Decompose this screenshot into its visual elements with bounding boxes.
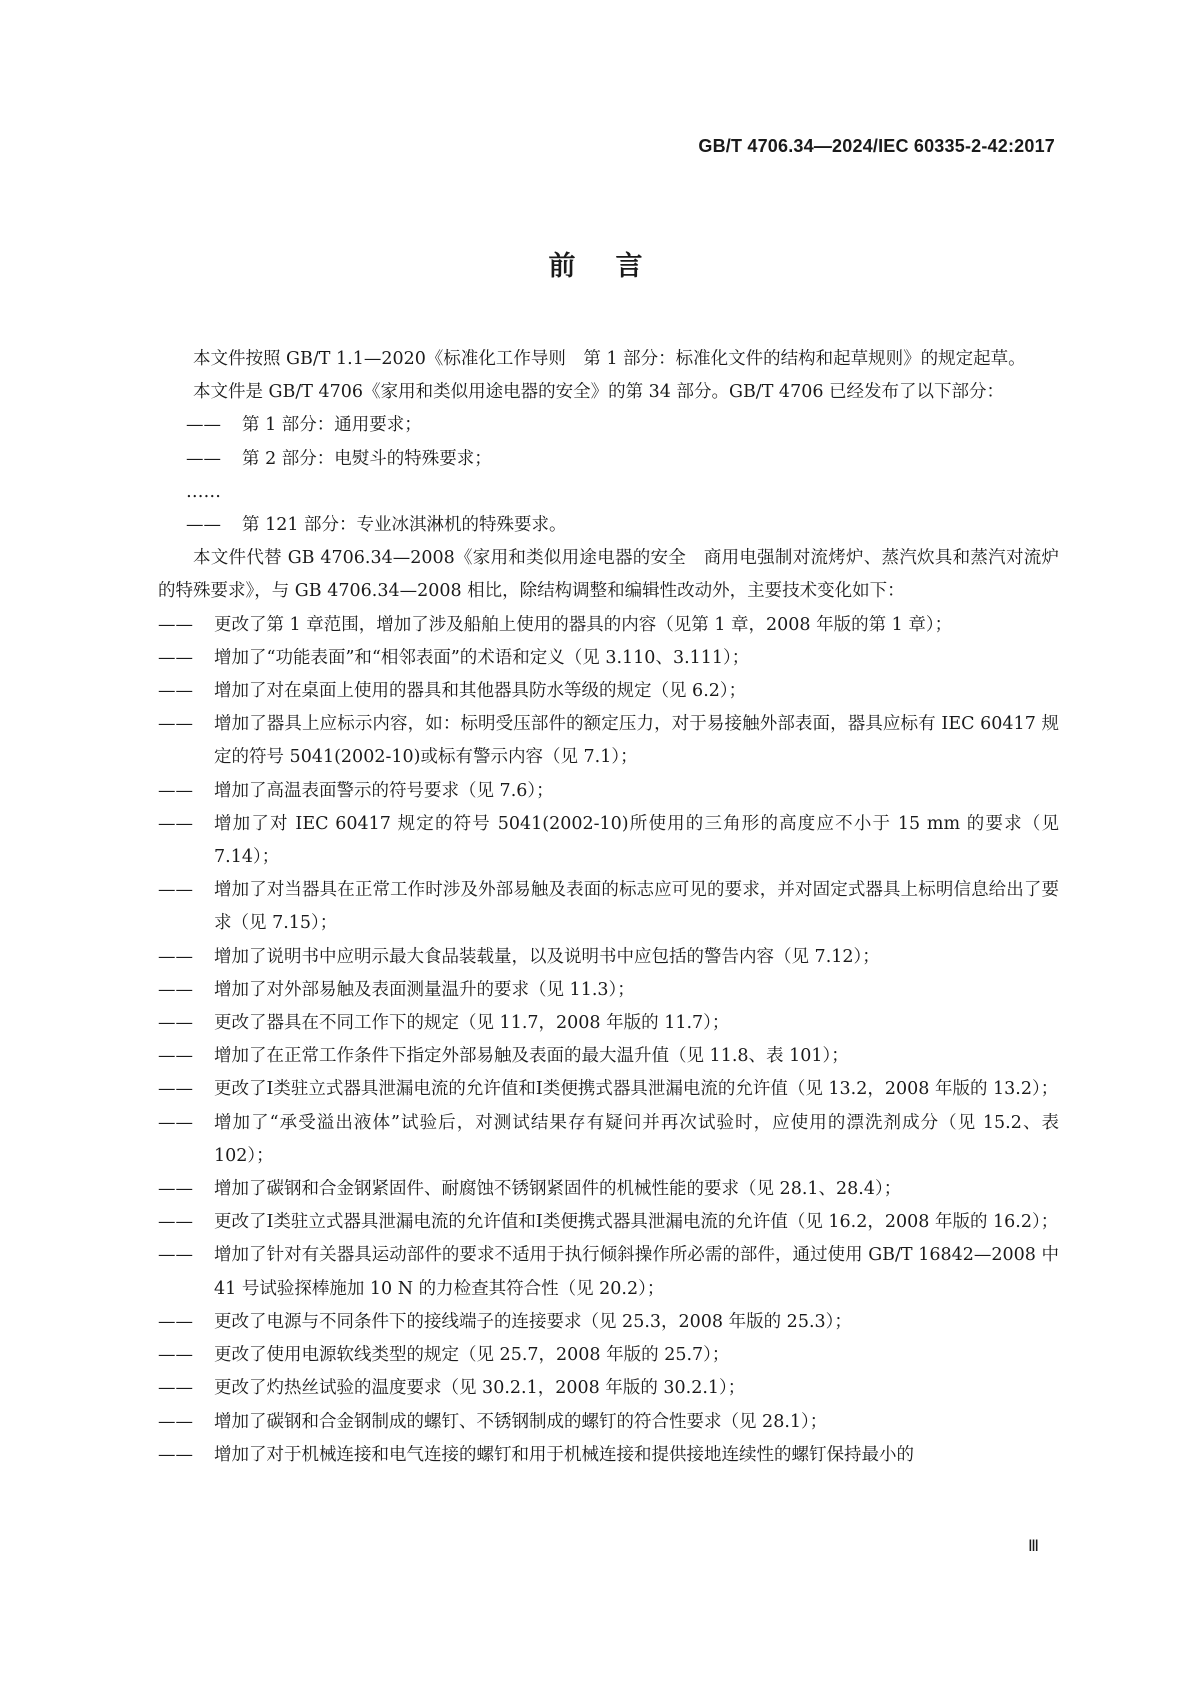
page-number: Ⅲ xyxy=(1027,1538,1039,1555)
dash-marker: —— xyxy=(158,813,193,834)
paragraph-drafting-rules: 本文件按照 GB/T 1.1—2020《标准化工作导则 第 1 部分：标准化文件的结构和起草规则》的规定起草。 xyxy=(193,349,1026,369)
dash-marker: —— xyxy=(158,1046,193,1067)
change-item xyxy=(158,941,1059,974)
dash-marker: —— xyxy=(158,880,193,901)
change-item-text: 增加了对在桌面上使用的器具和其他器具防水等级的规定（见 6.2）； xyxy=(214,681,747,702)
change-item xyxy=(158,1372,1059,1405)
change-item xyxy=(158,1007,1059,1040)
change-item-text: 增加了器具上应标示内容，如：标明受压部件的额定压力，对于易接触外部表面，器具应标有 IEC 60417 规定的符号 5041(2002-10)或标有警示内容（见 7.1）； xyxy=(214,714,1059,768)
change-item xyxy=(158,675,1059,708)
dash-marker: —— xyxy=(158,1245,193,1266)
change-item-text: 增加了高温表面警示的符号要求（见 7.6）； xyxy=(214,780,554,801)
change-item xyxy=(158,1206,1059,1239)
change-item-text: 更改了灼热丝试验的温度要求（见 30.2.1，2008 年版的 30.2.1）； xyxy=(214,1378,746,1399)
dash-marker: —— xyxy=(158,614,193,635)
change-item xyxy=(158,974,1059,1007)
change-item xyxy=(158,1439,1059,1472)
change-item-text: 增加了碳钢和合金钢制成的螺钉、不锈钢制成的螺钉的符合性要求（见 28.1）； xyxy=(214,1411,828,1432)
dash-marker: —— xyxy=(158,1411,193,1432)
dash-marker: —— xyxy=(158,979,193,1000)
dash-marker: —— xyxy=(186,415,221,436)
dash-marker: —— xyxy=(158,1179,193,1200)
dash-marker: —— xyxy=(158,1345,193,1366)
dash-marker: —— xyxy=(158,1311,193,1332)
dash-marker: —— xyxy=(158,780,193,801)
change-item xyxy=(158,775,1059,808)
paragraph-series-parts: 本文件是 GB/T 4706《家用和类似用途电器的安全》的第 34 部分。GB/T 4706 已经发布了以下部分： xyxy=(193,382,1005,403)
change-item xyxy=(158,1040,1059,1073)
change-item xyxy=(158,1339,1059,1372)
change-item-text: 增加了“承受溢出液体”试验后，对测试结果存有疑问并再次试验时，应使用的漂洗剂成分（见 15.2、表 102）； xyxy=(214,1112,1059,1166)
change-item xyxy=(158,1173,1059,1206)
dash-marker: —— xyxy=(158,1013,193,1034)
dash-marker: —— xyxy=(186,515,221,536)
change-item-text: 增加了对外部易触及表面测量温升的要求（见 11.3）； xyxy=(214,979,635,1000)
dash-marker: —— xyxy=(158,1378,193,1399)
change-item-text: 更改了使用电源软线类型的规定（见 25.7，2008 年版的 25.7）； xyxy=(214,1345,730,1366)
change-item xyxy=(158,1406,1059,1439)
list-item-part-2 xyxy=(186,443,1059,476)
dash-marker: —— xyxy=(158,1212,193,1233)
page-title: 前言 xyxy=(548,251,683,282)
change-item-text: 增加了“功能表面”和“相邻表面”的术语和定义（见 3.110、3.111）； xyxy=(214,647,750,668)
dash-marker: —— xyxy=(186,448,221,469)
change-item-text: 更改了电源与不同条件下的接线端子的连接要求（见 25.3，2008 年版的 25.3）； xyxy=(214,1311,852,1332)
change-item-text: 增加了碳钢和合金钢紧固件、耐腐蚀不锈钢紧固件的机械性能的要求（见 28.1、28.4）； xyxy=(214,1179,902,1200)
change-item-text: 更改了第 1 章范围，增加了涉及船舶上使用的器具的内容（见第 1 章，2008 年版的第 1 章）； xyxy=(214,614,953,635)
list-ellipsis: …… xyxy=(186,481,221,502)
change-item-text: 更改了Ⅰ类驻立式器具泄漏电流的允许值和Ⅰ类便携式器具泄漏电流的允许值（见 13.2，2008 年版的 13.2）； xyxy=(214,1079,1059,1100)
change-item-text: 增加了对于机械连接和电气连接的螺钉和用于机械连接和提供接地连续性的螺钉保持最小的 xyxy=(214,1444,914,1465)
change-item xyxy=(158,1073,1059,1106)
dash-marker: —— xyxy=(158,946,193,967)
list-item-text: 第 121 部分：专业冰淇淋机的特殊要求。 xyxy=(242,515,567,536)
change-item xyxy=(158,708,1059,774)
change-item-text: 增加了对 IEC 60417 规定的符号 5041(2002-10)所使用的三角形的高度应不小于 15 mm 的要求（见 7.14）； xyxy=(214,813,1059,868)
paragraph-replaces: 本文件代替 GB 4706.34—2008《家用和类似用途电器的安全 商用电强制对流烤炉、蒸汽炊具和蒸汽对流炉的特殊要求》，与 GB 4706.34—2008 相比，除结构调整和编辑性改动外，主要技术变化如下： xyxy=(158,548,1059,602)
list-item-text: 第 1 部分：通用要求； xyxy=(242,415,422,436)
dash-marker: —— xyxy=(158,1444,193,1465)
change-item xyxy=(158,1107,1059,1173)
standard-code-header: GB/T 4706.34—2024/IEC 60335-2-42:2017 xyxy=(698,136,1055,156)
dash-marker: —— xyxy=(158,1112,193,1133)
change-item xyxy=(158,808,1059,874)
change-item-text: 增加了针对有关器具运动部件的要求不适用于执行倾斜操作所必需的部件，通过使用 GB/T 16842—2008 中 41 号试验探棒施加 10 N 的力检查其符合性（见 20.2）； xyxy=(214,1245,1059,1299)
change-item xyxy=(158,642,1059,675)
dash-marker: —— xyxy=(158,681,193,702)
list-item-part-121 xyxy=(186,509,1059,542)
change-item-text: 增加了对当器具在正常工作时涉及外部易触及表面的标志应可见的要求，并对固定式器具上标明信息给出了要求（见 7.15）； xyxy=(214,880,1059,934)
dash-marker: —— xyxy=(158,647,193,668)
change-item xyxy=(158,609,1059,642)
document-body xyxy=(158,343,1059,1472)
change-item xyxy=(158,1239,1059,1305)
list-item-text: 第 2 部分：电熨斗的特殊要求； xyxy=(242,448,492,469)
change-item-text: 更改了Ⅰ类驻立式器具泄漏电流的允许值和Ⅰ类便携式器具泄漏电流的允许值（见 16.2，2008 年版的 16.2）； xyxy=(214,1212,1059,1233)
dash-marker: —— xyxy=(158,714,193,735)
dash-marker: —— xyxy=(158,1079,193,1100)
change-item-text: 更改了器具在不同工作下的规定（见 11.7，2008 年版的 11.7）； xyxy=(214,1013,730,1034)
change-item-text: 增加了说明书中应明示最大食品装载量，以及说明书中应包括的警告内容（见 7.12）； xyxy=(214,946,880,967)
list-item-part-1 xyxy=(186,409,1059,442)
change-item xyxy=(158,874,1059,940)
change-item-text: 增加了在正常工作条件下指定外部易触及表面的最大温升值（见 11.8、表 101）； xyxy=(214,1046,849,1067)
change-item xyxy=(158,1306,1059,1339)
